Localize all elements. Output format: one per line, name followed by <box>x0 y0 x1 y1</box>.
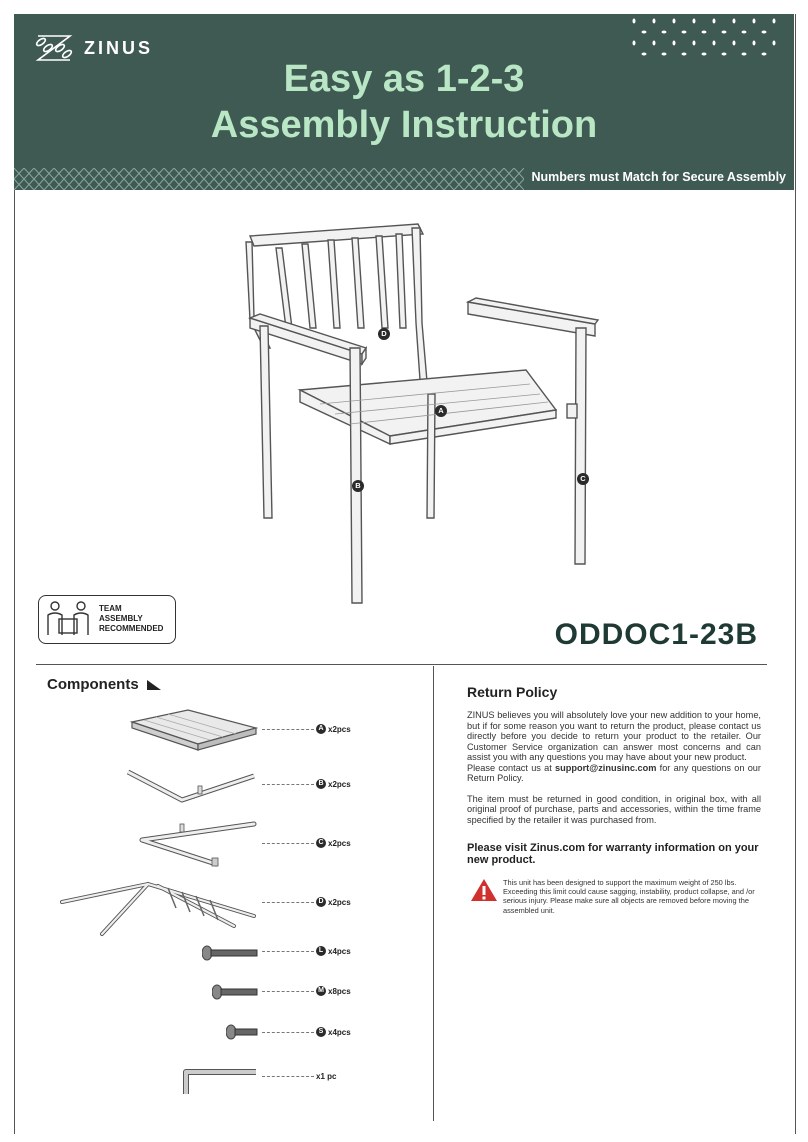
part-c-letter: C <box>316 838 326 848</box>
bolt-m-image <box>212 984 258 1000</box>
part-l-qty: x4pcs <box>328 946 351 956</box>
team-line-1: TEAM <box>99 604 122 613</box>
allen-key-qty: x1 pc <box>316 1072 337 1081</box>
section-divider-horizontal <box>36 664 767 665</box>
part-m-qty: x8pcs <box>328 986 351 996</box>
part-c-qty: x2pcs <box>328 838 351 848</box>
chair-illustration <box>240 218 610 610</box>
part-s-qty: x4pcs <box>328 1027 351 1037</box>
part-l-letter: L <box>316 946 326 956</box>
support-email-link[interactable]: support@zinusinc.com <box>555 762 657 773</box>
return-policy-p3: The item must be returned in good condition, in original box, with all original proof of purchase, parts and accessories, within the time frame specified by the retailer it was purchased from. <box>467 793 761 825</box>
brand-name: ZINUS <box>84 37 153 58</box>
part-d-qty: x2pcs <box>328 897 351 907</box>
label-c: C <box>577 473 589 485</box>
header-banner <box>14 14 794 190</box>
part-row-l <box>262 946 351 956</box>
return-policy-p1: ZINUS believes you will absolutely love your new addition to your home, but if for some reason you want to return the product, please contact us directly before you decide to return your product to the retailer. Our Customer Service organization can answer most concerns and can assist you with any questions you may have about your new product. <box>467 710 761 762</box>
components-title <box>47 676 161 693</box>
part-row-m <box>262 986 351 996</box>
allen-key-image <box>180 1064 260 1098</box>
weight-warning <box>470 878 762 915</box>
part-row-d <box>262 897 351 907</box>
team-assembly-text <box>99 604 163 634</box>
part-a-letter: A <box>316 724 326 734</box>
part-row-a <box>262 724 351 734</box>
team-line-2: ASSEMBLY <box>99 614 143 623</box>
model-number: ODDOC1-23B <box>554 618 758 651</box>
label-a: A <box>435 405 447 417</box>
two-people-icon <box>43 599 93 639</box>
title-line-1: Easy as 1-2-3 <box>283 58 525 100</box>
triangle-ruler-icon <box>147 680 161 690</box>
warning-triangle-icon <box>470 878 498 902</box>
components-title-text: Components <box>47 676 139 693</box>
crosshatch-pattern <box>14 168 524 190</box>
return-policy-p2: Please contact us at support@zinusinc.com for any questions on our Return Policy. <box>467 762 761 783</box>
label-d: D <box>378 328 390 340</box>
bolt-s-image <box>226 1024 258 1040</box>
part-b-qty: x2pcs <box>328 779 351 789</box>
bolt-l-image <box>202 945 258 961</box>
title-line-2: Assembly Instruction <box>210 104 598 146</box>
part-row-s <box>262 1027 351 1037</box>
part-row-b <box>262 779 351 789</box>
warranty-visit-text: Please visit Zinus.com for warranty information on your new product. <box>467 842 759 866</box>
part-row-allen-key <box>262 1072 336 1081</box>
team-assembly-badge <box>38 595 176 644</box>
part-b-frame-image <box>124 766 258 806</box>
team-line-3: RECOMMENDED <box>99 624 164 633</box>
return-policy-title: Return Policy <box>467 684 558 700</box>
part-d-letter: D <box>316 897 326 907</box>
header-subtitle: Numbers must Match for Secure Assembly <box>531 170 786 184</box>
page-title <box>14 56 794 148</box>
part-a-qty: x2pcs <box>328 724 351 734</box>
section-divider-vertical <box>433 666 434 1121</box>
label-b: B <box>352 480 364 492</box>
part-c-frame-image <box>136 820 258 870</box>
part-b-letter: B <box>316 779 326 789</box>
part-row-c <box>262 838 351 848</box>
part-a-seat-image <box>128 708 258 752</box>
warning-text: This unit has been designed to support the maximum weight of 250 lbs. Exceeding this limit could cause sagging, instability, product collapse, and /or serious injury. Please make sure all objects are removed before moving the assembled unit. <box>503 878 755 915</box>
part-m-letter: M <box>316 986 326 996</box>
part-s-letter: S <box>316 1027 326 1037</box>
return-policy-body <box>467 710 761 835</box>
part-d-backrest-image <box>58 874 258 938</box>
